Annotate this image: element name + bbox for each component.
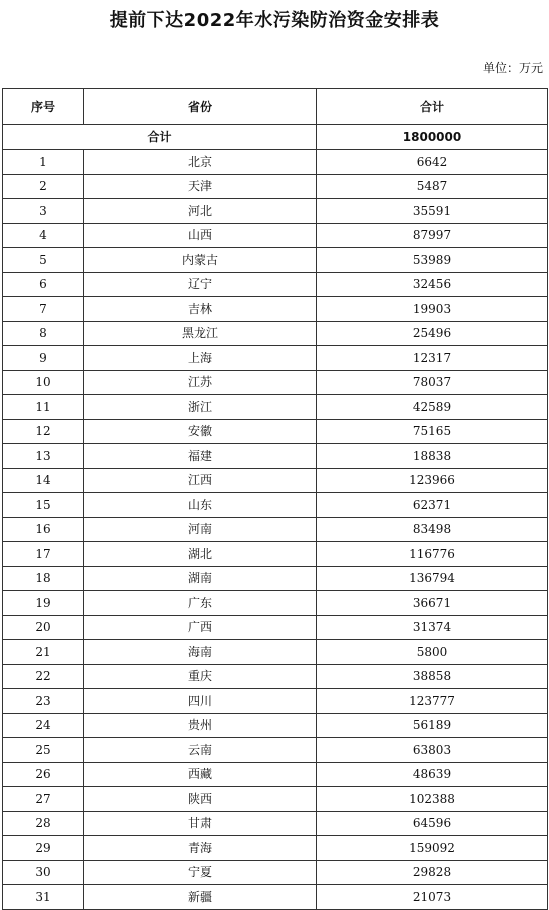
row-index: 9 — [3, 346, 84, 371]
row-amount: 21073 — [317, 885, 548, 910]
row-amount: 136794 — [317, 566, 548, 591]
row-province: 云南 — [84, 738, 317, 763]
row-amount: 35591 — [317, 199, 548, 224]
table-row — [3, 566, 548, 591]
row-index: 6 — [3, 272, 84, 297]
row-province: 河南 — [84, 517, 317, 542]
table-row — [3, 738, 548, 763]
table-row — [3, 591, 548, 616]
row-province: 河北 — [84, 199, 317, 224]
row-index: 12 — [3, 419, 84, 444]
row-province: 吉林 — [84, 297, 317, 322]
table-row — [3, 150, 548, 175]
row-index: 29 — [3, 836, 84, 861]
table-row — [3, 836, 548, 861]
row-index: 20 — [3, 615, 84, 640]
row-province: 黑龙江 — [84, 321, 317, 346]
table-row — [3, 517, 548, 542]
row-province: 辽宁 — [84, 272, 317, 297]
row-index: 22 — [3, 664, 84, 689]
row-province: 宁夏 — [84, 860, 317, 885]
row-amount: 87997 — [317, 223, 548, 248]
row-province: 四川 — [84, 689, 317, 714]
table-row — [3, 885, 548, 910]
table-row — [3, 346, 548, 371]
total-amount: 1800000 — [317, 125, 548, 150]
row-index: 5 — [3, 248, 84, 273]
row-index: 15 — [3, 493, 84, 518]
row-province: 山东 — [84, 493, 317, 518]
row-amount: 116776 — [317, 542, 548, 567]
row-province: 青海 — [84, 836, 317, 861]
table-body — [3, 125, 548, 910]
row-amount: 75165 — [317, 419, 548, 444]
table-row — [3, 689, 548, 714]
row-amount: 29828 — [317, 860, 548, 885]
row-province: 湖南 — [84, 566, 317, 591]
row-amount: 56189 — [317, 713, 548, 738]
table-row — [3, 787, 548, 812]
table-row — [3, 713, 548, 738]
row-index: 4 — [3, 223, 84, 248]
row-index: 31 — [3, 885, 84, 910]
row-index: 30 — [3, 860, 84, 885]
row-province: 湖北 — [84, 542, 317, 567]
row-index: 7 — [3, 297, 84, 322]
row-amount: 62371 — [317, 493, 548, 518]
row-index: 25 — [3, 738, 84, 763]
row-amount: 32456 — [317, 272, 548, 297]
row-amount: 64596 — [317, 811, 548, 836]
row-amount: 5487 — [317, 174, 548, 199]
row-index: 23 — [3, 689, 84, 714]
row-index: 28 — [3, 811, 84, 836]
table-row — [3, 272, 548, 297]
row-province: 浙江 — [84, 395, 317, 420]
header-index: 序号 — [3, 89, 84, 125]
row-amount: 53989 — [317, 248, 548, 273]
row-amount: 123777 — [317, 689, 548, 714]
row-amount: 102388 — [317, 787, 548, 812]
table-row — [3, 174, 548, 199]
row-amount: 18838 — [317, 444, 548, 469]
table-row — [3, 297, 548, 322]
row-amount: 123966 — [317, 468, 548, 493]
table-row — [3, 419, 548, 444]
row-index: 26 — [3, 762, 84, 787]
row-province: 福建 — [84, 444, 317, 469]
row-amount: 31374 — [317, 615, 548, 640]
row-amount: 19903 — [317, 297, 548, 322]
row-index: 27 — [3, 787, 84, 812]
row-index: 21 — [3, 640, 84, 665]
row-province: 天津 — [84, 174, 317, 199]
table-row — [3, 640, 548, 665]
row-province: 陕西 — [84, 787, 317, 812]
header-amount: 合计 — [317, 89, 548, 125]
row-index: 13 — [3, 444, 84, 469]
row-index: 3 — [3, 199, 84, 224]
table-row — [3, 468, 548, 493]
row-amount: 38858 — [317, 664, 548, 689]
row-province: 上海 — [84, 346, 317, 371]
total-row — [3, 125, 548, 150]
row-province: 重庆 — [84, 664, 317, 689]
row-amount: 5800 — [317, 640, 548, 665]
row-amount: 42589 — [317, 395, 548, 420]
row-province: 山西 — [84, 223, 317, 248]
table-header-row — [3, 89, 548, 125]
row-index: 11 — [3, 395, 84, 420]
row-amount: 159092 — [317, 836, 548, 861]
table-row — [3, 664, 548, 689]
funding-table — [2, 88, 548, 910]
row-amount: 78037 — [317, 370, 548, 395]
row-province: 贵州 — [84, 713, 317, 738]
row-province: 广西 — [84, 615, 317, 640]
row-province: 海南 — [84, 640, 317, 665]
row-index: 18 — [3, 566, 84, 591]
row-province: 西藏 — [84, 762, 317, 787]
table-row — [3, 370, 548, 395]
row-index: 16 — [3, 517, 84, 542]
row-amount: 36671 — [317, 591, 548, 616]
table-row — [3, 811, 548, 836]
row-index: 10 — [3, 370, 84, 395]
row-index: 24 — [3, 713, 84, 738]
table-row — [3, 615, 548, 640]
table-row — [3, 762, 548, 787]
header-province: 省份 — [84, 89, 317, 125]
row-province: 甘肃 — [84, 811, 317, 836]
table-row — [3, 542, 548, 567]
table-row — [3, 321, 548, 346]
row-province: 新疆 — [84, 885, 317, 910]
row-province: 江苏 — [84, 370, 317, 395]
table-row — [3, 223, 548, 248]
row-province: 江西 — [84, 468, 317, 493]
document-title: 提前下达2022年水污染防治资金安排表 — [109, 10, 440, 31]
table-row — [3, 860, 548, 885]
row-amount: 6642 — [317, 150, 548, 175]
table-row — [3, 395, 548, 420]
row-amount: 48639 — [317, 762, 548, 787]
row-amount: 63803 — [317, 738, 548, 763]
table-row — [3, 493, 548, 518]
table-row — [3, 248, 548, 273]
row-province: 内蒙古 — [84, 248, 317, 273]
row-province: 广东 — [84, 591, 317, 616]
row-amount: 12317 — [317, 346, 548, 371]
row-province: 安徽 — [84, 419, 317, 444]
row-index: 19 — [3, 591, 84, 616]
row-amount: 83498 — [317, 517, 548, 542]
row-index: 14 — [3, 468, 84, 493]
row-index: 8 — [3, 321, 84, 346]
row-index: 2 — [3, 174, 84, 199]
row-amount: 25496 — [317, 321, 548, 346]
row-index: 17 — [3, 542, 84, 567]
row-province: 北京 — [84, 150, 317, 175]
total-label: 合计 — [3, 125, 317, 150]
table-row — [3, 444, 548, 469]
unit-label: 单位：万元 — [482, 61, 543, 75]
row-index: 1 — [3, 150, 84, 175]
table-row — [3, 199, 548, 224]
